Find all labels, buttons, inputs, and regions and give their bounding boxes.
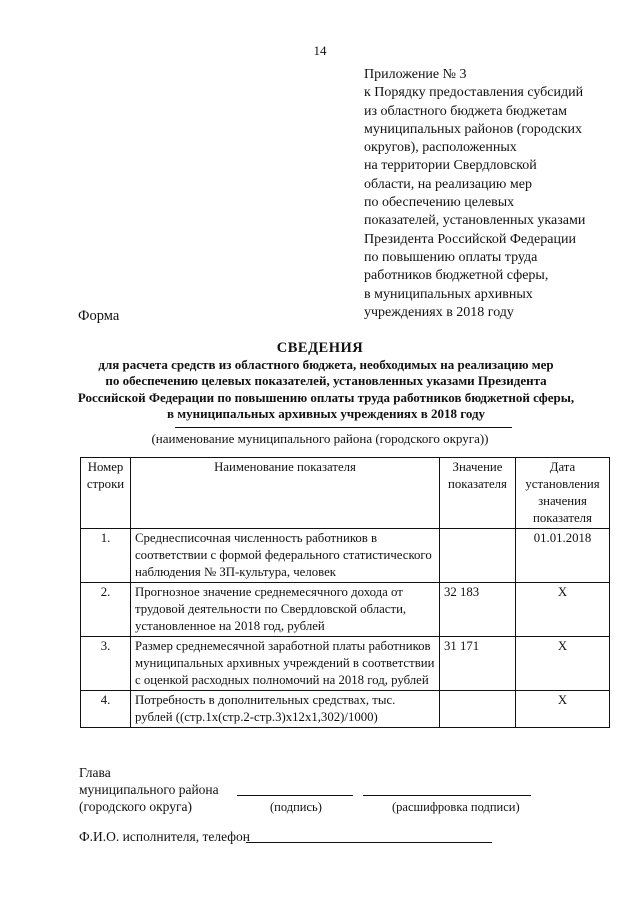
indicator-value-cell: 32 183: [440, 583, 516, 637]
appendix-line: Президента Российской Федерации: [364, 231, 576, 247]
indicator-name-cell: Размер среднемесячной заработной платы работников муниципальных архивных учреждений в соответствии с оценкой расходных полномочий на 2018 год, рублей: [131, 637, 440, 691]
indicator-name-cell: Потребность в дополнительных средствах, тыс. рублей ((стр.1х(стр.2-стр.3)х12х1,302)/1000): [131, 691, 440, 728]
indicator-value-cell: 31 171: [440, 637, 516, 691]
appendix-header: [364, 66, 634, 322]
appendix-line: Приложение № 3: [364, 67, 467, 82]
value-date-cell: Х: [516, 637, 610, 691]
table-row: [81, 529, 610, 583]
signature-decoding-blank-line: [363, 795, 531, 796]
value-date-cell: Х: [516, 583, 610, 637]
document-title: СВЕДЕНИЯ: [276, 340, 364, 356]
table-row: [81, 691, 610, 728]
signature-blank-line: [237, 795, 353, 796]
appendix-line: к Порядку предоставления субсидий: [364, 85, 584, 101]
indicators-table: [80, 457, 610, 728]
executor-contact-blank-line: [246, 842, 492, 843]
signatory-title-line: Глава: [79, 765, 111, 780]
signatory-title-line: муниципального района: [79, 782, 219, 797]
appendix-line: области, на реализацию мер: [364, 176, 532, 192]
appendix-line: округов), расположенных: [364, 140, 517, 156]
document-subtitle: [76, 357, 576, 422]
subtitle-line: в муниципальных архивных учреждениях в 2018 году: [166, 405, 486, 421]
indicator-value-cell: [440, 691, 516, 728]
table-row: [81, 583, 610, 637]
appendix-line: работников бюджетной сферы,: [364, 268, 549, 284]
appendix-line: в муниципальных архивных: [364, 286, 533, 302]
value-date-cell: 01.01.2018: [516, 529, 610, 583]
signature-caption: (подпись): [270, 800, 322, 814]
form-label: Форма: [78, 308, 120, 324]
page-number: 14: [313, 43, 327, 58]
table-header-row: [81, 458, 610, 529]
header-value-date: Дата установления значения показателя: [516, 458, 610, 529]
indicator-name-cell: Прогнозное значение среднемесячного дохода от трудовой деятельности по Свердловской области, установленное на 2018 год, рублей: [131, 583, 440, 637]
indicator-name-cell: Среднесписочная численность работников в соответствии с формой федерального статистического наблюдения № ЗП-культура, человек: [131, 529, 440, 583]
appendix-line: на территории Свердловской: [364, 158, 537, 174]
subtitle-line: по обеспечению целевых показателей, установленных указами Президента: [105, 373, 547, 389]
appendix-line: учреждениях в 2018 году: [364, 304, 514, 320]
table-row: [81, 637, 610, 691]
appendix-line: из областного бюджета бюджетам: [364, 103, 567, 119]
indicator-value-cell: [440, 529, 516, 583]
appendix-line: по повышению оплаты труда: [364, 249, 538, 265]
row-number-cell: 4.: [81, 691, 131, 728]
appendix-line: муниципальных районов (городских: [364, 121, 583, 137]
row-number-cell: 1.: [81, 529, 131, 583]
district-name-caption: (наименование муниципального района (городского округа)): [151, 431, 489, 446]
signature-decoding-caption: (расшифровка подписи): [392, 800, 520, 814]
row-number-cell: 2.: [81, 583, 131, 637]
signatory-title: [79, 764, 219, 815]
header-indicator-name: Наименование показателя: [131, 458, 440, 529]
subtitle-line: Российской Федерации по повышению оплаты труда работников бюджетной сферы,: [77, 389, 575, 405]
row-number-cell: 3.: [81, 637, 131, 691]
executor-contact-label: Ф.И.О. исполнителя, телефон: [79, 829, 250, 844]
signatory-title-line: (городского округа): [79, 799, 193, 814]
appendix-line: по обеспечению целевых: [364, 195, 515, 211]
appendix-line: показателей, установленных указами: [364, 213, 586, 229]
value-date-cell: Х: [516, 691, 610, 728]
header-row-number: Номер строки: [81, 458, 131, 529]
district-name-blank-line: [175, 427, 512, 428]
subtitle-line: для расчета средств из областного бюджета, необходимых на реализацию мер: [98, 357, 554, 372]
header-indicator-value: Значение показателя: [440, 458, 516, 529]
